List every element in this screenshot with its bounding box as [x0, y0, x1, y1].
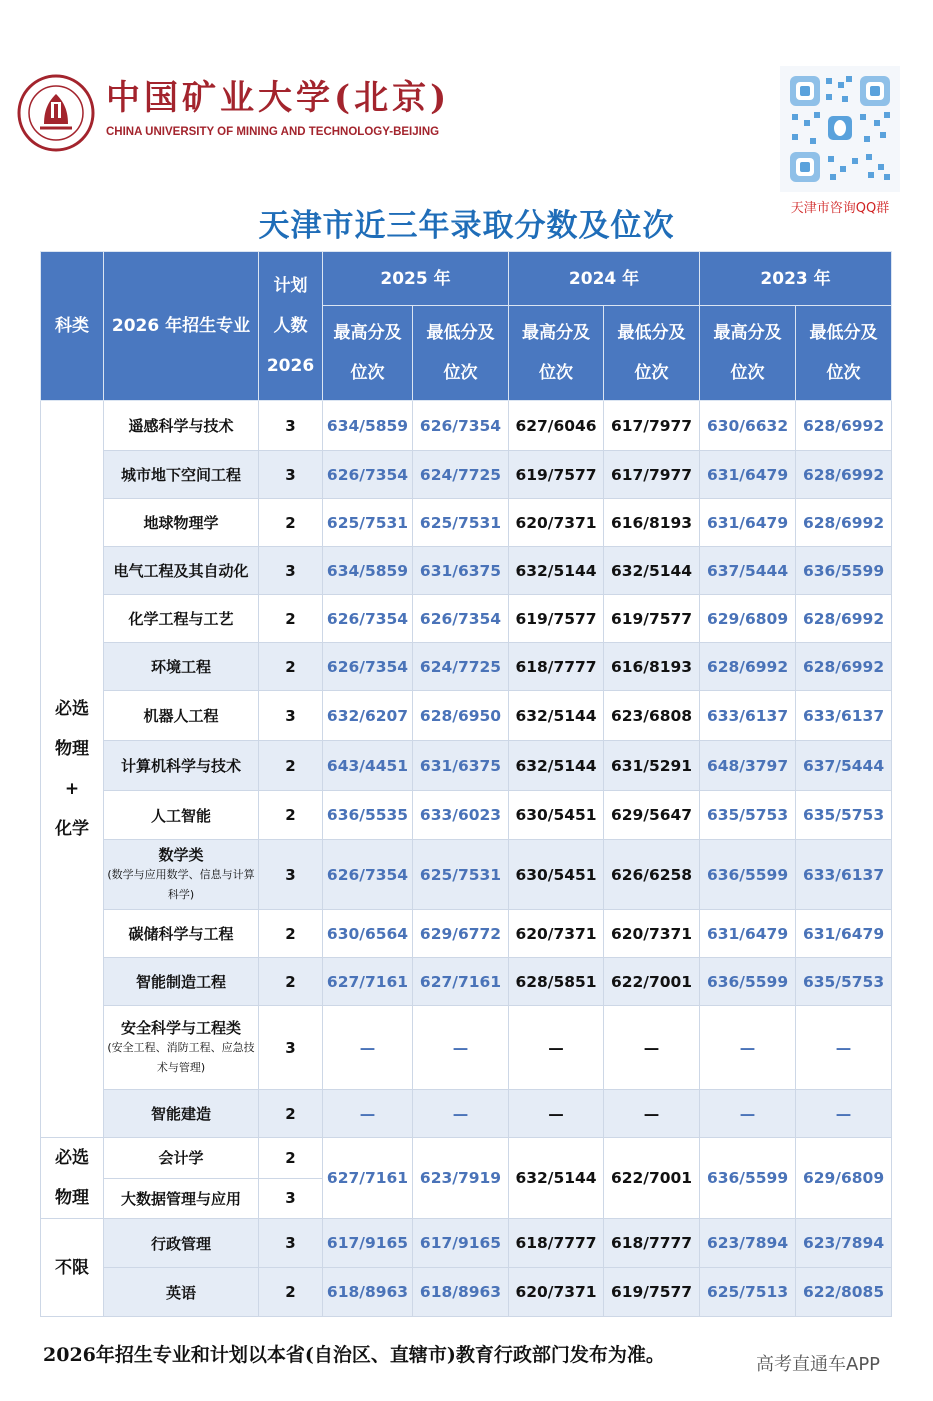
score-2024-low: 619/7577 — [604, 1268, 700, 1317]
score-2024-high: 620/7371 — [509, 910, 604, 958]
score-2025-high: — — [323, 1090, 413, 1138]
score-2025-low: 631/6375 — [413, 547, 509, 595]
major-note: (安全工程、消防工程、应急技术与管理) — [107, 1041, 255, 1074]
table-row — [41, 958, 892, 1006]
score-2023-high: 648/3797 — [700, 741, 796, 791]
major-name: 会计学 — [104, 1138, 259, 1179]
plan-count: 3 — [259, 1219, 323, 1268]
plan-count: 2 — [259, 1268, 323, 1317]
table-row — [41, 910, 892, 958]
score-2024-low: — — [604, 1006, 700, 1090]
score-2024-high: 627/6046 — [509, 401, 604, 451]
score-2023-high: 625/7513 — [700, 1268, 796, 1317]
score-2025-high: 618/8963 — [323, 1268, 413, 1317]
score-2023-high: 636/5599 — [700, 840, 796, 910]
score-2025-low: 633/6023 — [413, 791, 509, 840]
plan-count: 3 — [259, 1178, 323, 1219]
score-2024-high: 618/7777 — [509, 1219, 604, 1268]
admission-score-table — [40, 251, 892, 1317]
table-row — [41, 451, 892, 499]
university-name-cn: 中国矿业大学(北京) — [106, 78, 451, 118]
score-2023-low: 622/8085 — [796, 1268, 892, 1317]
score-2025-low: 623/7919 — [413, 1138, 509, 1219]
major-title: 安全科学与工程类 — [120, 1019, 241, 1037]
score-2023-low: 629/6809 — [796, 1138, 892, 1219]
major-name: 碳储科学与工程 — [104, 910, 259, 958]
score-2024-high: — — [509, 1090, 604, 1138]
score-2024-low: 619/7577 — [604, 595, 700, 643]
score-2025-low: 628/6950 — [413, 691, 509, 741]
score-2025-low: 629/6772 — [413, 910, 509, 958]
plan-count: 2 — [259, 499, 323, 547]
score-2025-high: 626/7354 — [323, 643, 413, 691]
score-2025-high: 632/6207 — [323, 691, 413, 741]
score-2024-low: 622/7001 — [604, 1138, 700, 1219]
qr-caption: 天津市咨询QQ群 — [790, 201, 890, 216]
score-2023-low: 623/7894 — [796, 1219, 892, 1268]
score-2024-high: 620/7371 — [509, 1268, 604, 1317]
score-2023-low: 628/6992 — [796, 643, 892, 691]
page-title: 天津市近三年录取分数及位次 — [258, 208, 675, 244]
score-2025-high: 636/5535 — [323, 791, 413, 840]
score-2024-low: 616/8193 — [604, 499, 700, 547]
score-2025-high: — — [323, 1006, 413, 1090]
score-2024-high: 630/5451 — [509, 840, 604, 910]
score-2023-low: 635/5753 — [796, 958, 892, 1006]
score-2024-low: 632/5144 — [604, 547, 700, 595]
col-header-plan-l1: 计划 — [273, 276, 308, 296]
table-row — [41, 1219, 892, 1268]
sub-header-low: 最低分及 位次 — [796, 306, 892, 401]
table-row — [41, 741, 892, 791]
plan-count: 2 — [259, 910, 323, 958]
sub-header-high: 最高分及 位次 — [700, 306, 796, 401]
major-name: 英语 — [104, 1268, 259, 1317]
score-2025-high: 625/7531 — [323, 499, 413, 547]
major-name: 智能制造工程 — [104, 958, 259, 1006]
score-2024-low: 618/7777 — [604, 1219, 700, 1268]
score-2025-high: 634/5859 — [323, 401, 413, 451]
score-2023-low: 637/5444 — [796, 741, 892, 791]
score-2023-high: 630/6632 — [700, 401, 796, 451]
score-2025-high: 617/9165 — [323, 1219, 413, 1268]
score-2025-high: 630/6564 — [323, 910, 413, 958]
sub-header-high: 最高分及 位次 — [323, 306, 413, 401]
table-row — [41, 1138, 892, 1179]
score-2024-high: 619/7577 — [509, 595, 604, 643]
col-header-subject: 科类 — [41, 252, 104, 401]
subject-group-unrestricted: 不限 — [41, 1219, 104, 1317]
score-2024-low: — — [604, 1090, 700, 1138]
table-row — [41, 595, 892, 643]
year-header-2023: 2023 年 — [700, 252, 892, 306]
score-2024-high: 632/5144 — [509, 741, 604, 791]
score-2025-low: — — [413, 1090, 509, 1138]
subject-group-physics: 必选 物理 — [41, 1138, 104, 1219]
plan-count: 3 — [259, 401, 323, 451]
score-2025-high: 634/5859 — [323, 547, 413, 595]
major-name: 计算机科学与技术 — [104, 741, 259, 791]
major-name: 环境工程 — [104, 643, 259, 691]
score-2023-high: 636/5599 — [700, 958, 796, 1006]
score-2024-low: 620/7371 — [604, 910, 700, 958]
major-name: 地球物理学 — [104, 499, 259, 547]
university-logo — [14, 74, 98, 152]
col-header-major: 2026 年招生专业 — [104, 252, 259, 401]
table-row — [41, 1006, 892, 1090]
plan-count: 3 — [259, 1006, 323, 1090]
score-2025-low: 625/7531 — [413, 499, 509, 547]
major-name: 化学工程与工艺 — [104, 595, 259, 643]
qr-code-image — [780, 66, 900, 192]
year-header-2024: 2024 年 — [509, 252, 700, 306]
col-header-plan — [259, 252, 323, 401]
app-watermark: 高考直通车APP — [756, 1354, 881, 1375]
table-row — [41, 840, 892, 910]
score-2023-high: 633/6137 — [700, 691, 796, 741]
col-header-plan-l3: 2026 — [266, 356, 315, 376]
score-2024-low: 617/7977 — [604, 401, 700, 451]
major-note: (数学与应用数学、信息与计算科学) — [107, 868, 255, 901]
plan-count: 3 — [259, 691, 323, 741]
plan-count: 2 — [259, 791, 323, 840]
score-2023-low: 628/6992 — [796, 401, 892, 451]
score-2023-high: 631/6479 — [700, 910, 796, 958]
sub-header-low: 最低分及 位次 — [604, 306, 700, 401]
footer-note: 2026年招生专业和计划以本省(自治区、直辖市)教育行政部门发布为准。 — [43, 1344, 665, 1366]
sub-header-low: 最低分及 位次 — [413, 306, 509, 401]
score-2023-high: 636/5599 — [700, 1138, 796, 1219]
score-2024-high: 619/7577 — [509, 451, 604, 499]
major-title: 数学类 — [158, 846, 204, 864]
university-name-en: CHINA UNIVERSITY OF MINING AND TECHNOLOGY-BEIJING — [106, 126, 440, 138]
major-name: 大数据管理与应用 — [104, 1178, 259, 1219]
score-2024-low: 629/5647 — [604, 791, 700, 840]
score-2024-high: 632/5144 — [509, 547, 604, 595]
score-2024-high: 632/5144 — [509, 691, 604, 741]
score-2023-high: 637/5444 — [700, 547, 796, 595]
score-2025-low: 627/7161 — [413, 958, 509, 1006]
plan-count: 2 — [259, 1138, 323, 1179]
table-row — [41, 791, 892, 840]
score-2023-low: 631/6479 — [796, 910, 892, 958]
score-2024-low: 626/6258 — [604, 840, 700, 910]
score-2023-low: 636/5599 — [796, 547, 892, 595]
major-name: 机器人工程 — [104, 691, 259, 741]
score-2023-low: — — [796, 1006, 892, 1090]
subject-group-physics-chemistry: 必选 物理 + 化学 — [41, 401, 104, 1138]
score-2023-high: — — [700, 1006, 796, 1090]
score-2025-low: 624/7725 — [413, 451, 509, 499]
score-2023-high: 631/6479 — [700, 499, 796, 547]
sub-header-high: 最高分及 位次 — [509, 306, 604, 401]
plan-count: 2 — [259, 595, 323, 643]
plan-count: 3 — [259, 840, 323, 910]
score-2023-high: 628/6992 — [700, 643, 796, 691]
score-2024-low: 616/8193 — [604, 643, 700, 691]
score-2025-high: 626/7354 — [323, 451, 413, 499]
score-2025-high: 626/7354 — [323, 595, 413, 643]
score-2024-high: 632/5144 — [509, 1138, 604, 1219]
score-2023-high: 623/7894 — [700, 1219, 796, 1268]
score-2025-low: 626/7354 — [413, 401, 509, 451]
score-2024-low: 622/7001 — [604, 958, 700, 1006]
major-name: 遥感科学与技术 — [104, 401, 259, 451]
score-2023-low: 628/6992 — [796, 499, 892, 547]
score-2024-low: 631/5291 — [604, 741, 700, 791]
plan-count: 2 — [259, 1090, 323, 1138]
plan-count: 2 — [259, 741, 323, 791]
score-2025-high: 627/7161 — [323, 1138, 413, 1219]
table-row — [41, 547, 892, 595]
major-name: 行政管理 — [104, 1219, 259, 1268]
score-2025-low: 626/7354 — [413, 595, 509, 643]
score-2023-low: 633/6137 — [796, 691, 892, 741]
table-row — [41, 691, 892, 741]
score-2023-low: 635/5753 — [796, 791, 892, 840]
table-row — [41, 643, 892, 691]
col-header-plan-l2: 人数 — [273, 316, 308, 336]
score-2025-low: — — [413, 1006, 509, 1090]
table-row — [41, 499, 892, 547]
score-2023-high: 631/6479 — [700, 451, 796, 499]
score-2023-high: — — [700, 1090, 796, 1138]
score-2025-low: 617/9165 — [413, 1219, 509, 1268]
score-2023-low: 633/6137 — [796, 840, 892, 910]
plan-count: 2 — [259, 958, 323, 1006]
major-name: 人工智能 — [104, 791, 259, 840]
score-2024-high: 628/5851 — [509, 958, 604, 1006]
score-2024-low: 623/6808 — [604, 691, 700, 741]
score-2024-high: 618/7777 — [509, 643, 604, 691]
score-2025-low: 618/8963 — [413, 1268, 509, 1317]
score-2023-high: 629/6809 — [700, 595, 796, 643]
table-row — [41, 1268, 892, 1317]
header-row-years — [41, 252, 892, 306]
major-name: 电气工程及其自动化 — [104, 547, 259, 595]
score-2025-high: 626/7354 — [323, 840, 413, 910]
score-2024-low: 617/7977 — [604, 451, 700, 499]
major-name — [104, 1006, 259, 1090]
plan-count: 3 — [259, 547, 323, 595]
plan-count: 2 — [259, 643, 323, 691]
plan-count: 3 — [259, 451, 323, 499]
score-2023-low: — — [796, 1090, 892, 1138]
score-2023-high: 635/5753 — [700, 791, 796, 840]
score-2024-high: 630/5451 — [509, 791, 604, 840]
score-2025-low: 624/7725 — [413, 643, 509, 691]
major-name — [104, 840, 259, 910]
score-2025-low: 625/7531 — [413, 840, 509, 910]
score-2024-high: 620/7371 — [509, 499, 604, 547]
score-2023-low: 628/6992 — [796, 451, 892, 499]
score-2023-low: 628/6992 — [796, 595, 892, 643]
major-name: 城市地下空间工程 — [104, 451, 259, 499]
score-2025-high: 643/4451 — [323, 741, 413, 791]
score-2025-high: 627/7161 — [323, 958, 413, 1006]
score-2025-low: 631/6375 — [413, 741, 509, 791]
major-name: 智能建造 — [104, 1090, 259, 1138]
table-row — [41, 1090, 892, 1138]
score-2024-high: — — [509, 1006, 604, 1090]
year-header-2025: 2025 年 — [323, 252, 509, 306]
table-row — [41, 401, 892, 451]
